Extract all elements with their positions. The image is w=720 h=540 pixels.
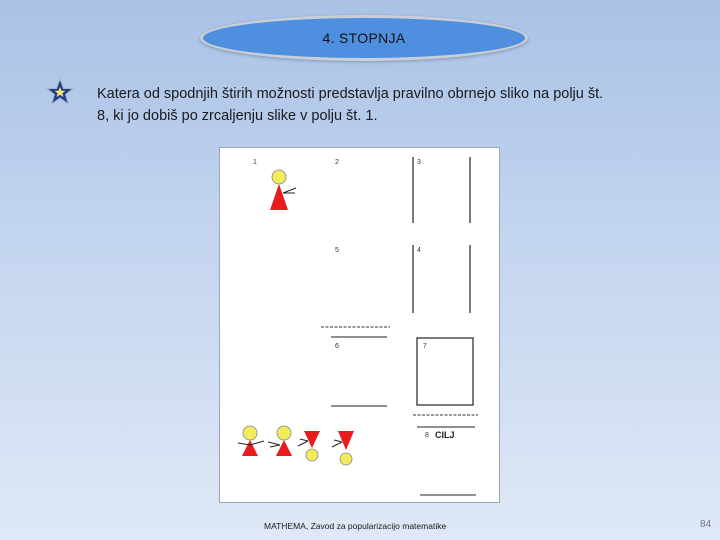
- star-icon: [46, 78, 74, 106]
- goal-label: CILJ: [435, 430, 455, 440]
- field-label-6: 6: [335, 343, 339, 350]
- field-label-8: 8: [425, 432, 429, 439]
- option-figure-a[interactable]: [238, 426, 264, 456]
- option-figure-b[interactable]: [268, 426, 292, 456]
- option-figure-d[interactable]: [332, 431, 354, 465]
- field-label-3: 3: [417, 159, 421, 166]
- slide-title: 4. STOPNJA: [200, 15, 528, 61]
- field-label-4: 4: [417, 247, 421, 254]
- field-label-2: 2: [335, 159, 339, 166]
- question-line-2: 8, ki jo dobiš po zrcaljenju slike v polju št. 1.: [97, 108, 378, 124]
- puzzle-diagram: [220, 148, 501, 504]
- question-line-1: Katera od spodnjih štirih možnosti predstavlja pravilno obrnejo sliko na polju št.: [97, 86, 604, 102]
- option-figure-c[interactable]: [298, 431, 320, 461]
- field-label-5: 5: [335, 247, 339, 254]
- field-label-1: 1: [253, 159, 257, 166]
- question-text: [97, 83, 697, 127]
- footer-credit: MATHEMA, Zavod za popularizacijo matematike: [264, 521, 447, 531]
- figure-original: [270, 170, 296, 210]
- puzzle-figure: [219, 147, 500, 503]
- field-label-7: 7: [423, 343, 427, 350]
- page-number: 84: [700, 519, 712, 530]
